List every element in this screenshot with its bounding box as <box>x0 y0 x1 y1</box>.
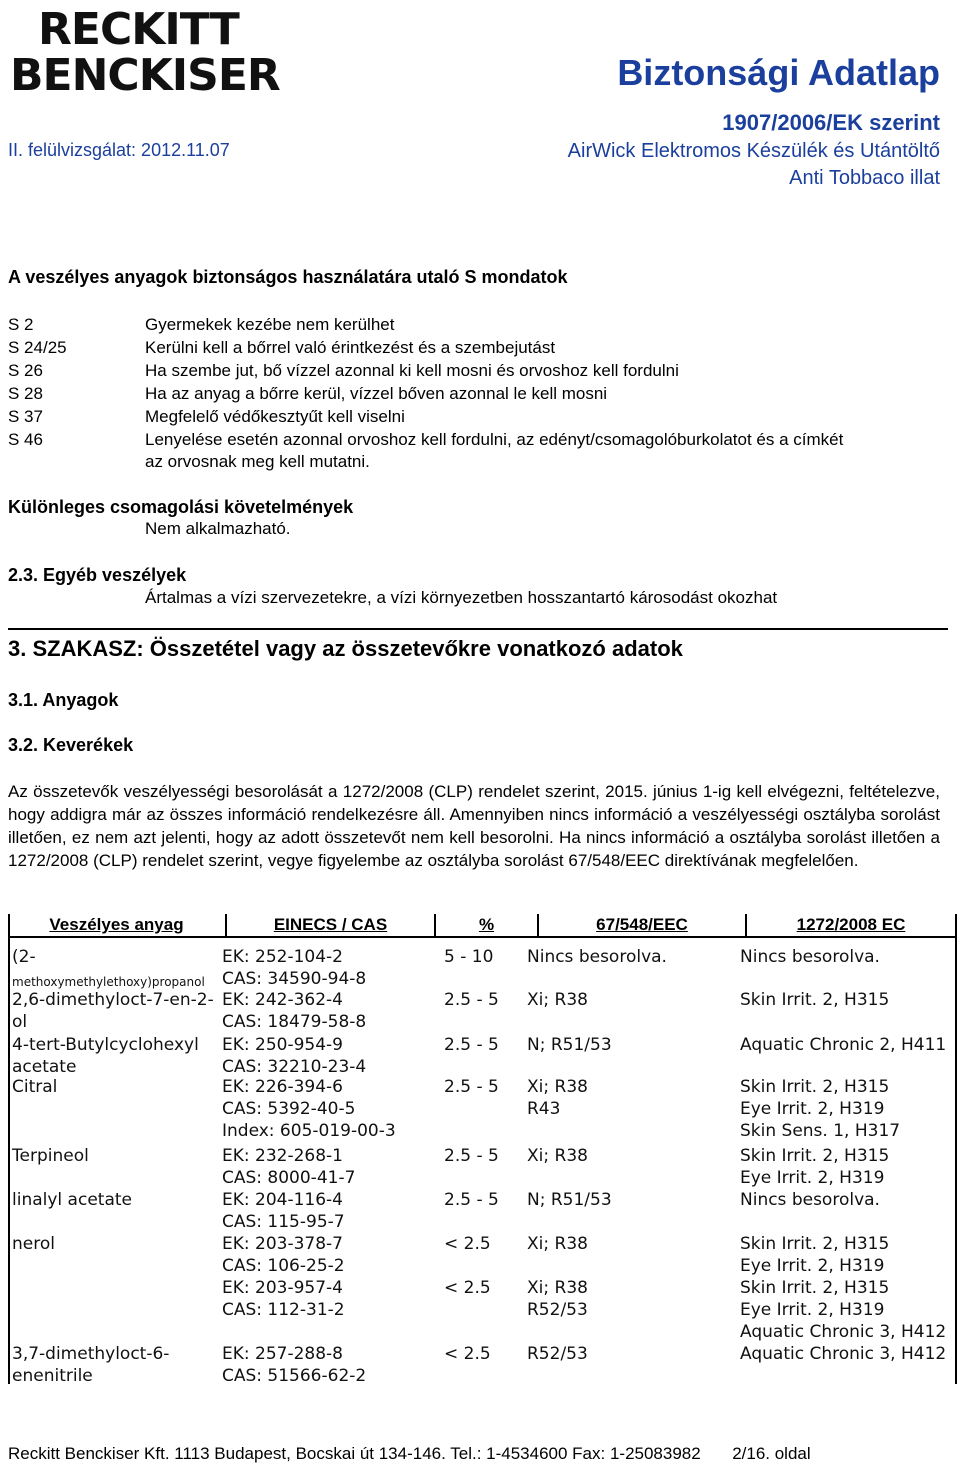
clp-classification: Skin Irrit. 2, H315 <box>740 1234 890 1254</box>
s-code: S 26 <box>8 361 43 380</box>
header-eec: 67/548/EEC <box>596 915 688 934</box>
einecs-cas-id: EK: 203-378-7 <box>222 1234 344 1254</box>
einecs-cas-id: CAS: 51566-62-2 <box>222 1366 367 1386</box>
s-code: S 46 <box>8 430 43 449</box>
clp-classification: Aquatic Chronic 3, H412 <box>740 1322 947 1342</box>
s-text: Megfelelő védőkesztyűt kell viselni <box>145 407 405 426</box>
section3-heading: 3. SZAKASZ: Összetétel vagy az összetevőkre vonatkozó adatok <box>8 636 683 661</box>
footer-page: 2/16. oldal <box>732 1444 811 1463</box>
logo-line-1: RECKITT <box>38 4 239 55</box>
product-variant: Anti Tobbaco illat <box>789 167 940 189</box>
clp-classification: Eye Irrit. 2, H319 <box>740 1256 885 1276</box>
einecs-cas-id: Index: 605-019-00-3 <box>222 1121 396 1141</box>
clp-classification: Skin Irrit. 2, H315 <box>740 1077 890 1097</box>
eec-classification: R52/53 <box>527 1300 588 1320</box>
einecs-cas-id: CAS: 5392-40-5 <box>222 1099 356 1119</box>
s-code: S 24/25 <box>8 338 67 357</box>
einecs-cas-id: EK: 226-394-6 <box>222 1077 344 1097</box>
s46-continuation: az orvosnak meg kell mutatni. <box>145 452 370 471</box>
regulation: 1907/2006/EK szerint <box>722 110 940 135</box>
header-substance: Veszélyes anyag <box>49 915 184 934</box>
eec-classification: Xi; R38 <box>527 1278 588 1298</box>
percent-range: 2.5 - 5 <box>444 1077 499 1097</box>
eec-classification: Xi; R38 <box>527 990 588 1010</box>
einecs-cas-id: EK: 232-268-1 <box>222 1146 344 1166</box>
substance-name-cont: enenitrile <box>12 1366 93 1386</box>
substance-name: (2- <box>12 947 36 967</box>
document-title: Biztonsági Adatlap <box>617 52 940 93</box>
s-phrases-heading: A veszélyes anyagok biztonságos használatára utaló S mondatok <box>8 267 568 287</box>
einecs-cas-id: CAS: 112-31-2 <box>222 1300 345 1320</box>
einecs-cas-id: EK: 250-954-9 <box>222 1035 344 1055</box>
eec-classification: R52/53 <box>527 1344 588 1364</box>
section3-2-heading: 3.2. Keverékek <box>8 735 134 755</box>
eec-classification: Xi; R38 <box>527 1077 588 1097</box>
s-text: Kerülni kell a bőrrel való érintkezést és a szembejutást <box>145 338 556 357</box>
footer <box>8 1444 811 1464</box>
clp-classification: Skin Sens. 1, H317 <box>740 1121 901 1141</box>
other-hazards-value: Ártalmas a vízi szervezetekre, a vízi környezetben hosszantartó károsodást okozhat <box>145 588 778 607</box>
einecs-cas-id: EK: 203-957-4 <box>222 1278 344 1298</box>
percent-range: < 2.5 <box>444 1234 491 1254</box>
clp-classification: Aquatic Chronic 3, H412 <box>740 1344 947 1364</box>
clp-classification: Nincs besorolva. <box>740 947 880 967</box>
substance-name: 4-tert-Butylcyclohexyl <box>12 1035 199 1055</box>
review-date: II. felülvizsgálat: 2012.11.07 <box>8 140 230 160</box>
section3-1-heading: 3.1. Anyagok <box>8 690 119 710</box>
footer-company: Reckitt Benckiser Kft. 1113 Budapest, Bocskai út 134-146. Tel.: 1-4534600 Fax: 1-25083982 <box>8 1444 701 1463</box>
clp-classification: Eye Irrit. 2, H319 <box>740 1300 885 1320</box>
eec-classification: Xi; R38 <box>527 1234 588 1254</box>
s-code: S 37 <box>8 407 43 426</box>
clp-classification: Eye Irrit. 2, H319 <box>740 1168 885 1188</box>
substance-name: Citral <box>12 1077 58 1097</box>
substance-name-cont: acetate <box>12 1057 77 1077</box>
header-percent: % <box>478 915 495 934</box>
logo-line-2: BENCKISER <box>10 50 280 101</box>
einecs-cas-id: CAS: 18479-58-8 <box>222 1012 367 1032</box>
substance-name-cont: methoxymethylethoxy)propanol <box>12 975 205 989</box>
s-code: S 2 <box>8 315 34 334</box>
s-text: Ha az anyag a bőrre kerül, vízzel bőven azonnal le kell mosni <box>145 384 608 403</box>
eec-classification: R43 <box>527 1099 561 1119</box>
percent-range: 2.5 - 5 <box>444 990 499 1010</box>
header-einecs-cas: EINECS / CAS <box>273 915 388 934</box>
s-text: Gyermekek kezébe nem kerülhet <box>145 315 395 334</box>
percent-range: 2.5 - 5 <box>444 1190 499 1210</box>
clp-classification: Nincs besorolva. <box>740 1190 880 1210</box>
einecs-cas-id: CAS: 34590-94-8 <box>222 969 367 989</box>
eec-classification: N; R51/53 <box>527 1190 612 1210</box>
clp-classification: Eye Irrit. 2, H319 <box>740 1099 885 1119</box>
substance-name: linalyl acetate <box>12 1190 132 1210</box>
s-code: S 28 <box>8 384 43 403</box>
percent-range: 2.5 - 5 <box>444 1035 499 1055</box>
einecs-cas-id: CAS: 8000-41-7 <box>222 1168 356 1188</box>
eec-classification: N; R51/53 <box>527 1035 612 1055</box>
percent-range: < 2.5 <box>444 1344 491 1364</box>
product-name: AirWick Elektromos Készülék és Utántöltő <box>567 140 940 162</box>
einecs-cas-id: CAS: 32210-23-4 <box>222 1057 367 1077</box>
mixtures-paragraph: Az összetevők veszélyességi besorolását a 1272/2008 (CLP) rendelet szerint, 2015. június 1-ig kell elvégezni, feltételezve, hogy addigra már az összes információ rendelkezésre áll. Amennyiben nincs információ a veszélyességi osztályba sorolást illetően, ez nem azt jelenti, hogy az adott összetevőt nem kell besorolni. Ha nincs információ a osztályba sorolást illetően a 1272/2008 (CLP) rendelet szerint, vegye figyelembe az osztályba sorolást 67/548/EEC direktívának megfelelően. <box>8 782 940 870</box>
s-text: Lenyelése esetén azonnal orvoshoz kell fordulni, az edényt/csomagolóburkolatot és a címkét <box>145 430 844 449</box>
s-text: Ha szembe jut, bő vízzel azonnal ki kell mosni és orvoshoz kell fordulni <box>145 361 679 380</box>
einecs-cas-id: EK: 204-116-4 <box>222 1190 344 1210</box>
substance-name-cont: ol <box>12 1012 28 1032</box>
substance-name: Terpineol <box>12 1146 89 1166</box>
header-clp: 1272/2008 EC <box>796 915 906 934</box>
einecs-cas-id: CAS: 115-95-7 <box>222 1212 345 1232</box>
percent-range: 5 - 10 <box>444 947 494 967</box>
eec-classification: Nincs besorolva. <box>527 947 667 967</box>
clp-classification: Skin Irrit. 2, H315 <box>740 990 890 1010</box>
eec-classification: Xi; R38 <box>527 1146 588 1166</box>
clp-classification: Skin Irrit. 2, H315 <box>740 1278 890 1298</box>
percent-range: 2.5 - 5 <box>444 1146 499 1166</box>
substance-name: 2,6-dimethyloct-7-en-2- <box>12 990 214 1010</box>
packaging-heading: Különleges csomagolási követelmények <box>8 497 354 517</box>
clp-classification: Skin Irrit. 2, H315 <box>740 1146 890 1166</box>
packaging-value: Nem alkalmazható. <box>145 519 291 538</box>
einecs-cas-id: EK: 242-362-4 <box>222 990 344 1010</box>
einecs-cas-id: EK: 252-104-2 <box>222 947 344 967</box>
percent-range: < 2.5 <box>444 1278 491 1298</box>
other-hazards-heading: 2.3. Egyéb veszélyek <box>8 565 187 585</box>
einecs-cas-id: CAS: 106-25-2 <box>222 1256 345 1276</box>
substance-name: nerol <box>12 1234 55 1254</box>
einecs-cas-id: EK: 257-288-8 <box>222 1344 344 1364</box>
substance-name: 3,7-dimethyloct-6- <box>12 1344 170 1364</box>
clp-classification: Aquatic Chronic 2, H411 <box>740 1035 947 1055</box>
